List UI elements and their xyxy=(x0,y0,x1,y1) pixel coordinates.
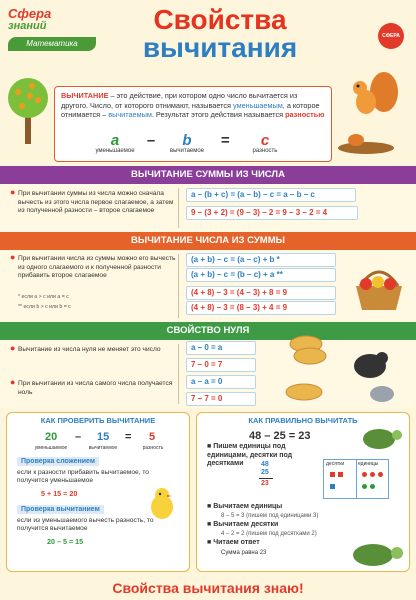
table-header-ones: единицы xyxy=(358,461,379,467)
check-difference: 5 xyxy=(149,431,156,443)
formula-c xyxy=(237,133,293,154)
formula-row: (a + b) – c = (b – c) + a ** xyxy=(186,268,336,282)
formula-b xyxy=(159,133,215,154)
label-minuend: уменьшаемое xyxy=(34,445,68,451)
term-subtrahend: вычитаемым xyxy=(108,110,152,119)
title-line1: Свойства xyxy=(153,4,287,35)
step-1-text: Пишем единицы под единицами, десятки под десятками xyxy=(207,443,293,467)
apple-tree-illustration xyxy=(6,74,50,146)
check-by-subtraction-calc: 20 – 5 = 15 xyxy=(47,537,84,546)
formula-c-symbol: c xyxy=(260,132,270,149)
turtle-illustration xyxy=(343,533,405,569)
section-divider xyxy=(178,344,179,404)
formula-row: 9 – (3 + 2) = (9 – 3) – 2 = 9 – 3 – 2 = 4 xyxy=(186,206,358,220)
ones-dot xyxy=(370,484,375,489)
bagels-and-crow-illustration xyxy=(270,330,410,410)
place-value-table xyxy=(323,459,389,499)
step-4: ■ Читаем ответ xyxy=(207,539,260,546)
label-subtrahend: вычитаемое xyxy=(88,445,118,451)
check-equals: = xyxy=(125,431,132,443)
example-equation: 48 – 25 = 23 xyxy=(249,430,311,442)
formula-a-symbol: a xyxy=(110,132,120,149)
panel-how-to-subtract xyxy=(196,412,410,572)
formula-row: a – 0 = a xyxy=(186,341,256,355)
bullet-icon: ● xyxy=(10,252,16,262)
bullet-icon: ● xyxy=(10,377,16,387)
rule-text: При вычитании из числа самого числа получается ноль xyxy=(18,380,173,396)
chick-illustration xyxy=(147,485,177,521)
column-minuend: 48 xyxy=(261,461,269,468)
brand-block xyxy=(8,8,100,51)
rule-sum-from-number xyxy=(10,187,178,216)
check-by-addition-text: если к разности прибавить вычитаемое, то получится уменьшаемое xyxy=(17,469,149,485)
check-by-subtraction-text: если из уменьшаемого вычесть разность, то получится вычитаемое xyxy=(17,517,154,533)
section-divider xyxy=(178,188,179,228)
table-header-tens: десятки xyxy=(326,461,345,467)
tens-chip xyxy=(330,484,335,489)
panel-title: КАК ПРОВЕРИТЬ ВЫЧИТАНИЕ xyxy=(40,416,156,425)
publisher-seal: СФЕРА xyxy=(378,23,404,49)
panel-title: КАК ПРАВИЛЬНО ВЫЧИТАТЬ xyxy=(248,416,358,425)
formula-c-label: разность xyxy=(252,148,278,154)
formula-row: 7 – 0 = 7 xyxy=(186,358,256,372)
step-2-text: Вычитаем единицы xyxy=(213,503,283,510)
step-3-detail: 4 – 2 = 2 (пишем под десятками 2) xyxy=(221,531,317,537)
formula-row: a – a = 0 xyxy=(186,375,256,389)
formula-equals xyxy=(215,133,235,148)
formula-row: 7 – 7 = 0 xyxy=(186,392,256,406)
apple-basket-illustration xyxy=(350,256,408,314)
check-minuend: 20 xyxy=(45,431,58,443)
squirrel-illustration xyxy=(336,62,408,158)
formula-equals-symbol: = xyxy=(220,132,230,149)
turtle-illustration xyxy=(357,417,403,453)
ones-dot xyxy=(362,472,367,477)
definition-text-3: . Результат этого действия называется xyxy=(151,110,286,119)
brand-line2: знаний xyxy=(8,20,47,32)
rule-text: Вычитание из числа нуля не меняет это число xyxy=(18,346,161,353)
brand-line1: Сфера xyxy=(8,6,52,21)
section-banner-zero-property: СВОЙСТВО НУЛЯ xyxy=(0,322,416,340)
rule-zero-2 xyxy=(10,377,178,397)
rule-zero-1 xyxy=(10,343,178,355)
step-4-detail: Сумма равна 23 xyxy=(221,550,267,556)
check-by-subtraction-heading: Проверка вычитанием xyxy=(17,505,104,514)
step-3-text: Вычитаем десятки xyxy=(213,521,279,528)
tens-chip xyxy=(338,472,343,477)
step-4-text: Читаем ответ xyxy=(213,539,260,546)
section-banner-number-from-sum: ВЫЧИТАНИЕ ЧИСЛА ИЗ СУММЫ xyxy=(0,232,416,250)
ones-dot xyxy=(370,472,375,477)
brand-logo xyxy=(8,8,100,32)
table-divider xyxy=(356,460,357,498)
column-result: 23 xyxy=(261,480,269,487)
footer-slogan: Свойства вычитания знаю! xyxy=(112,580,304,596)
term-subtraction: ВЫЧИТАНИЕ xyxy=(61,91,109,100)
term-minuend: уменьшаемым xyxy=(233,100,283,110)
formula-a xyxy=(85,133,145,154)
column-subtrahend: 25 xyxy=(261,469,269,476)
condition-note-2: ** если b > c или b = c xyxy=(18,304,71,310)
step-3: ■ Вычитаем десятки xyxy=(207,521,279,528)
condition-note-1: * если a > c или a = c xyxy=(18,294,69,300)
definition-text-2: , а которое отнимается – xyxy=(61,100,320,119)
section-divider xyxy=(178,254,179,318)
tens-chip xyxy=(330,472,335,477)
bullet-icon: ● xyxy=(10,343,16,353)
formula-minus-symbol: – xyxy=(146,132,156,149)
column-line xyxy=(259,478,273,479)
step-2: ■ Вычитаем единицы xyxy=(207,503,283,510)
ones-dot xyxy=(378,472,383,477)
rule-text: При вычитании числа из суммы можно его вычесть из одного слагаемого и к полученной разности прибавить второе слагаемое xyxy=(18,255,176,280)
check-subtrahend: 15 xyxy=(97,431,110,443)
page-title xyxy=(120,6,320,62)
definition-formula xyxy=(85,133,300,161)
formula-row: a – (b + c) = (a – b) – c = a – b – c xyxy=(186,188,356,202)
ones-dot xyxy=(362,484,367,489)
step-2-detail: 8 – 5 = 3 (пишем под единицами 3) xyxy=(221,513,319,519)
label-difference: разность xyxy=(142,445,164,451)
formula-a-label: уменьшаемое xyxy=(95,148,135,154)
rule-number-from-sum xyxy=(10,252,178,281)
subject-badge: Математика xyxy=(8,37,96,51)
step-1: ■ Пишем единицы под единицами, десятки под десятками xyxy=(207,443,293,467)
formula-minus xyxy=(143,133,159,148)
check-minus: – xyxy=(75,431,82,443)
term-difference: разностью xyxy=(285,110,325,119)
formula-row: (a + b) – c = (a – c) + b * xyxy=(186,253,336,267)
formula-row: (4 + 8) – 3 = (8 – 3) + 4 = 9 xyxy=(186,301,336,315)
formula-row: (4 + 8) – 3 = (4 – 3) + 8 = 9 xyxy=(186,286,336,300)
rule-text: При вычитании суммы из числа можно сначала вычесть из этого числа первое слагаемое, а затем из полученной разности – второе слагаемое xyxy=(18,190,174,215)
formula-b-label: вычитаемое xyxy=(169,148,205,154)
check-by-addition-calc: 5 + 15 = 20 xyxy=(41,489,78,498)
bullet-icon: ● xyxy=(10,187,16,197)
check-by-addition-heading: Проверка сложением xyxy=(17,457,99,466)
section-banner-sum-from-number: ВЫЧИТАНИЕ СУММЫ ИЗ ЧИСЛА xyxy=(0,166,416,184)
formula-b-symbol: b xyxy=(182,132,192,149)
definition-text-1: – это действие, при котором одно число вычитается из другого. Число, от которого отнимают, называется xyxy=(61,91,298,110)
panel-how-to-check xyxy=(6,412,190,572)
title-line2: вычитания xyxy=(142,32,298,63)
